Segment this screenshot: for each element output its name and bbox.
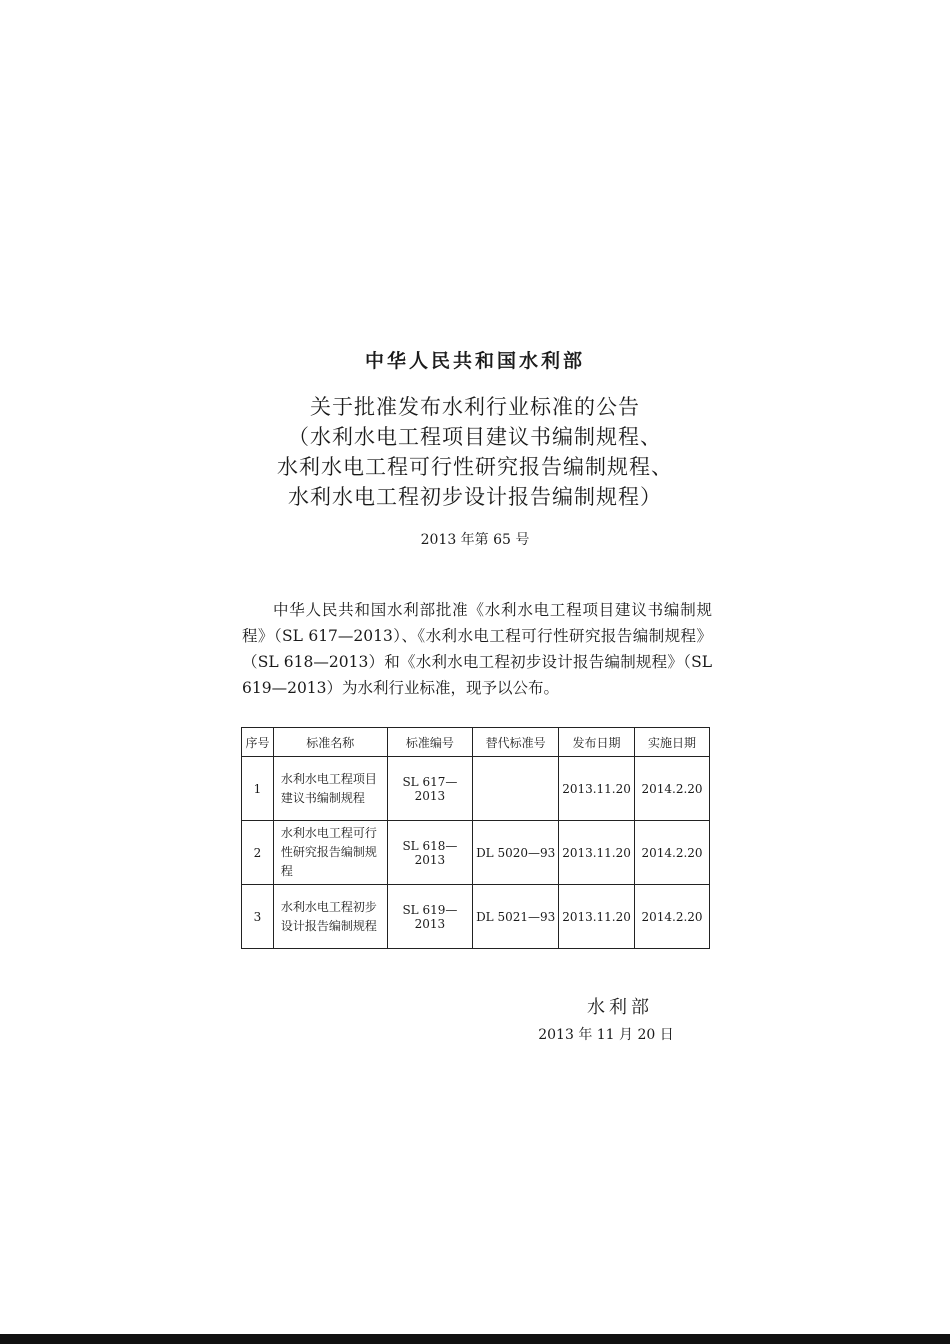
table-cell: 水利水电工程初步设计报告编制规程 [273, 885, 387, 949]
column-header: 替代标准号 [473, 728, 559, 757]
title-line: （水利水电工程项目建议书编制规程、 [288, 425, 662, 449]
bottom-rule [0, 1334, 950, 1344]
title-line: 水利水电工程可行性研究报告编制规程、 [277, 455, 673, 479]
table-cell: 3 [242, 885, 274, 949]
table-cell: DL 5020—93 [473, 821, 559, 885]
table-cell: 2013.11.20 [559, 885, 635, 949]
issue-date: 2013 年 11 月 20 日 [538, 1027, 674, 1043]
column-header: 序号 [242, 728, 274, 757]
table-cell: 2013.11.20 [559, 821, 635, 885]
body-paragraph: 中华人民共和国水利部批准《水利水电工程项目建议书编制规程》（SL 617—2013）、《水利水电工程可行性研究报告编制规程》（SL 618—2013）和《水利水电工程初步设计报告编制规程》（SL 619—2013）为水利行业标准，现予以公布。 [242, 601, 712, 697]
table-header-row [242, 728, 710, 757]
issuer-signature: 水利部 [587, 997, 653, 1018]
table-cell: 水利水电工程可行性研究报告编制规程 [273, 821, 387, 885]
title-line: 水利水电工程初步设计报告编制规程） [288, 485, 662, 509]
announcement-title [0, 392, 950, 512]
table-row [242, 757, 710, 821]
table-cell: SL 618—2013 [387, 821, 473, 885]
table-cell [473, 757, 559, 821]
table-cell: 2013.11.20 [559, 757, 635, 821]
column-header: 标准编号 [387, 728, 473, 757]
table-cell: SL 617—2013 [387, 757, 473, 821]
standards-table [241, 727, 710, 949]
column-header: 实施日期 [635, 728, 710, 757]
table-row [242, 821, 710, 885]
table-cell: 2 [242, 821, 274, 885]
table-cell: 2014.2.20 [635, 885, 710, 949]
title-line: 关于批准发布水利行业标准的公告 [310, 395, 640, 419]
table-cell: 水利水电工程项目建议书编制规程 [273, 757, 387, 821]
table-row [242, 885, 710, 949]
column-header: 标准名称 [273, 728, 387, 757]
table-cell: DL 5021—93 [473, 885, 559, 949]
announcement-body [242, 597, 712, 701]
document-number: 2013 年第 65 号 [420, 532, 530, 548]
table-cell: 2014.2.20 [635, 821, 710, 885]
column-header: 发布日期 [559, 728, 635, 757]
table-cell: 1 [242, 757, 274, 821]
table-cell: SL 619—2013 [387, 885, 473, 949]
ministry-name: 中华人民共和国水利部 [364, 350, 585, 372]
table-cell: 2014.2.20 [635, 757, 710, 821]
